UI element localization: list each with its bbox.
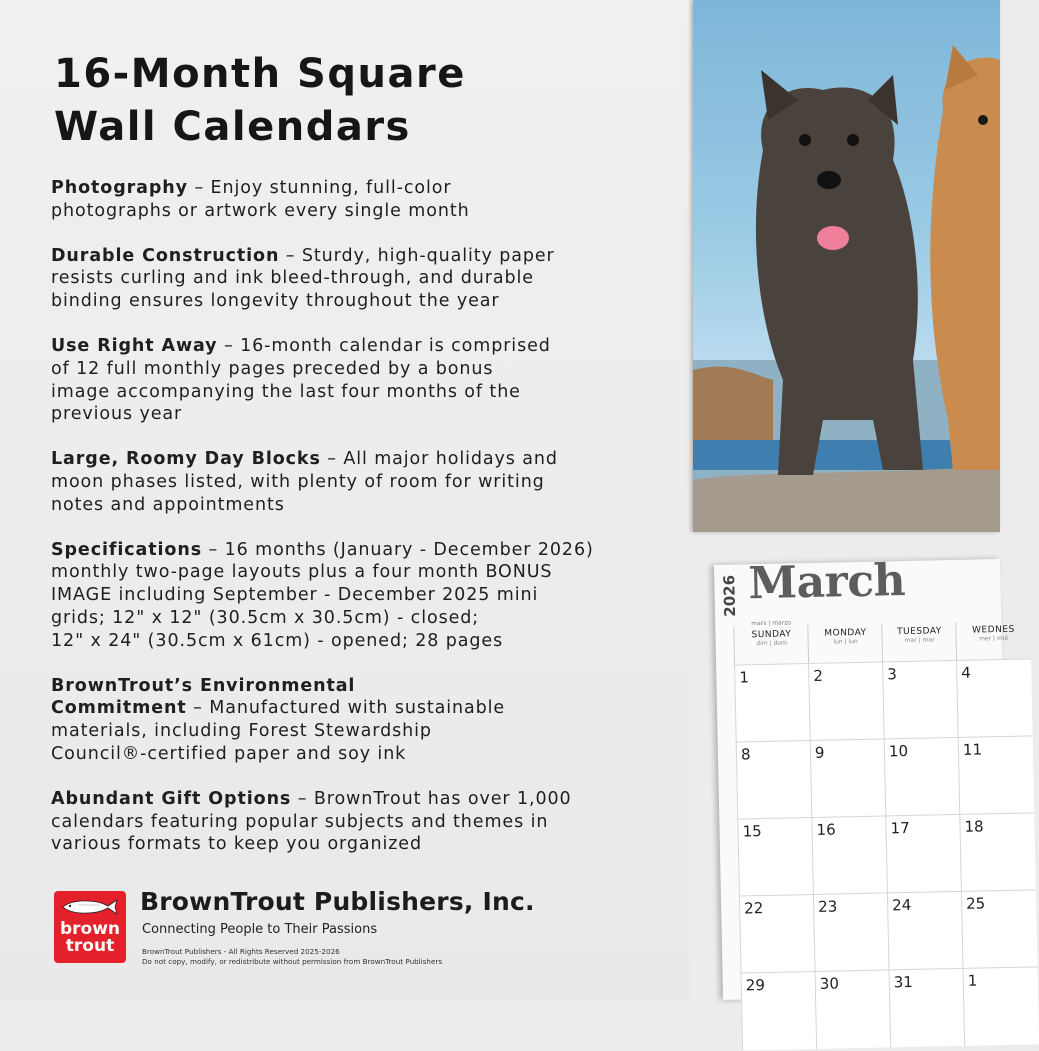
day-cell [737,817,814,897]
logo-word-1: brown [59,919,121,939]
feature-text: – BrownTrout has over 1,000 [297,788,572,809]
copyright-notice [142,947,442,967]
day-number: 1 [967,971,978,990]
weekday-sunday [733,625,809,667]
weekday-tuesday [881,622,957,664]
page-title [54,48,466,154]
feature-title: Specifications [51,539,203,560]
publisher-tagline: Connecting People to Their Passions [142,922,378,937]
day-number: 15 [742,822,762,841]
day-number: 11 [962,740,983,759]
feature-title: Abundant Gift Options [51,788,292,809]
feature-text: various formats to keep you organized [51,834,422,855]
feature-text: previous year [51,404,183,425]
feature-text: grids; 12" x 12" (30.5cm x 30.5cm) - closed; [51,607,480,628]
feature-text: calendars featuring popular subjects and themes in [51,811,549,832]
day-number: 8 [740,745,751,764]
day-number: 29 [745,976,766,995]
rights-line: BrownTrout Publishers - All Rights Reserved 2025-2026 [142,947,340,956]
feature-title: Large, Roomy Day Blocks [51,449,321,470]
feature-text: image accompanying the last four months of the [51,381,521,402]
weekday-name: WEDNES [971,624,1015,636]
day-number: 2 [813,666,824,685]
feature-text: photographs or artwork every single month [51,200,470,221]
feature-durable-construction [51,245,671,313]
day-cell [961,889,1038,969]
day-cell [889,968,966,1048]
feature-text: monthly two-page layouts plus a four month BONUS [51,562,553,583]
feature-text: – 16 months (January - December 2026) [208,539,594,560]
weekday-sub: lun | lun [833,638,858,646]
day-number: 18 [964,817,984,836]
feature-title: BrownTrout’s Environmental [51,675,356,696]
weekday-sub: dim | dom [756,639,787,648]
day-cell [741,971,818,1051]
feature-text: – 16-month calendar is comprised [223,335,551,356]
weekday-wednesday [955,620,1031,662]
day-cell [815,969,892,1049]
day-cell [813,892,890,972]
calendar-day-grid [734,659,1009,1000]
day-cell [956,658,1033,738]
weekday-name: SUNDAY [751,629,792,641]
day-number: 16 [816,820,836,839]
feature-text: – Sturdy, high-quality paper [285,245,555,266]
feature-text: IMAGE including September - December 2025 mini [51,585,539,606]
publisher-name: BrownTrout Publishers, Inc. [140,887,535,916]
day-cell [884,737,961,817]
feature-gift-options [51,788,671,856]
title-line-2: Wall Calendars [54,104,411,150]
day-number: 24 [891,895,912,915]
weekday-sub: mer | mié [979,634,1009,643]
day-number: 23 [817,897,838,916]
feature-text: – Enjoy stunning, full-color [194,178,452,198]
day-number: 1 [739,668,750,687]
feature-text: of 12 full monthly pages preceded by a bonus [51,358,494,379]
day-cell [808,661,885,741]
day-number: 22 [744,899,764,918]
day-cell [958,735,1035,815]
feature-list [51,177,671,878]
day-cell [811,815,888,895]
day-number: 3 [887,665,898,684]
day-number: 10 [888,741,909,761]
feature-text: materials, including Forest Stewardship [51,721,432,742]
browntrout-logo [54,891,126,963]
calendar-month-translations: mars | marzo [751,619,792,628]
day-number: 25 [965,894,986,913]
feature-photography [51,177,671,223]
feature-text: binding ensures longevity throughout the year [51,291,500,312]
feature-text: 12" x 24" (30.5cm x 61cm) - opened; 28 pages [51,630,504,651]
day-number: 30 [819,974,840,993]
feature-text: – Manufactured with sustainable [193,698,506,719]
day-cell [882,660,959,740]
day-cell [739,894,816,974]
calendar-year: 2026 [720,574,740,617]
feature-text: – All major holidays and [327,449,558,470]
feature-text: notes and appointments [51,494,285,515]
calendar-page [714,555,1015,1000]
day-cell [959,812,1036,892]
weekday-monday [807,623,883,665]
weekday-name: MONDAY [824,627,867,639]
two-cairn-terrier-dogs-photo [693,0,1000,532]
day-cell [734,663,811,743]
title-line-1: 16-Month Square [54,51,466,97]
feature-use-right-away [51,335,671,426]
day-cell [810,738,887,818]
feature-title-cont: Commitment [51,698,187,719]
feature-title: Use Right Away [51,335,218,356]
feature-text: resists curling and ink bleed-through, and durable [51,268,534,289]
day-cell [885,814,962,894]
photo-illustration [693,0,1000,532]
feature-specifications [51,539,671,653]
notice-line: Do not copy, modify, or redistribute without permission from BrownTrout Publishers [142,957,443,966]
feature-text: moon phases listed, with plenty of room for writing [51,471,545,492]
feature-title: Photography [51,178,188,198]
trout-fish-icon [60,897,120,917]
day-number: 31 [893,972,914,992]
calendar-month: March [747,555,906,610]
feature-environmental [51,675,671,766]
feature-day-blocks [51,448,671,516]
feature-text: Council®-certified paper and soy ink [51,743,407,764]
feature-title: Durable Construction [51,245,280,266]
day-cell [736,740,813,820]
logo-word-2: trout [65,936,115,956]
weekday-sub: mar | mar [904,636,935,645]
day-number: 4 [961,663,972,682]
day-number: 9 [814,743,825,762]
weekday-name: TUESDAY [896,626,942,638]
day-cell [887,891,964,971]
day-cell [962,966,1039,1046]
day-number: 17 [890,818,910,838]
